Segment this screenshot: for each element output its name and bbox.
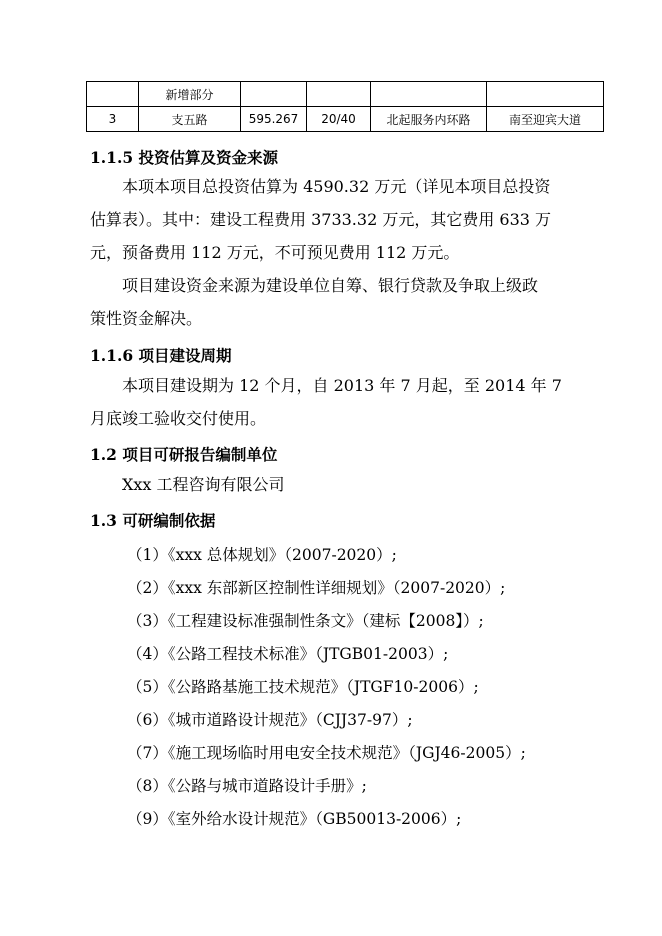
section-heading-1-1-6: 1.1.6 项目建设周期 <box>90 346 232 365</box>
list-item: （1）《xxx 总体规划》（2007-2020）; <box>127 546 397 564</box>
table-cell: 595.267 <box>241 107 307 132</box>
paragraph-line: 月底竣工验收交付使用。 <box>90 409 267 428</box>
paragraph-line: 项目建设资金来源为建设单位自筹、银行贷款及争取上级政 <box>122 276 539 295</box>
section-heading-1-3: 1.3 可研编制依据 <box>90 511 216 530</box>
project-table <box>86 81 604 132</box>
list-item: （7）《施工现场临时用电安全技术规范》（JGJ46-2005）; <box>127 744 526 762</box>
section-heading-1-1-5: 1.1.5 投资估算及资金来源 <box>90 148 279 167</box>
paragraph-line: 估算表）。其中：建设工程费用 3733.32 万元，其它费用 633 万 <box>90 210 552 229</box>
table-cell <box>371 82 487 107</box>
list-item: （8）《公路与城市道路设计手册》; <box>127 777 367 795</box>
table-cell <box>241 82 307 107</box>
table-cell: 南至迎宾大道 <box>487 107 604 132</box>
table-row <box>87 107 604 132</box>
table-cell: 20/40 <box>307 107 371 132</box>
list-item: （5）《公路路基施工技术规范》（JTGF10-2006）; <box>127 678 479 696</box>
list-item: （4）《公路工程技术标准》（JTGB01-2003）; <box>127 645 449 663</box>
table-cell: 新增部分 <box>139 82 241 107</box>
table-cell: 北起服务内环路 <box>371 107 487 132</box>
list-item: （6）《城市道路设计规范》（CJJ37-97）; <box>127 711 413 729</box>
list-item: （2）《xxx 东部新区控制性详细规划》（2007-2020）; <box>127 579 506 597</box>
paragraph-line: 策性资金解决。 <box>90 309 203 328</box>
table-cell <box>487 82 604 107</box>
list-item: （9）《室外给水设计规范》（GB50013-2006）; <box>127 810 462 828</box>
table-cell <box>87 82 139 107</box>
paragraph-line: 元，预备费用 112 万元，不可预见费用 112 万元。 <box>90 243 460 262</box>
paragraph-line: 本项本项目总投资估算为 4590.32 万元（详见本项目总投资 <box>122 177 551 196</box>
paragraph-line: 本项目建设期为 12 个月，自 2013 年 7 月起，至 2014 年 7 <box>122 376 562 395</box>
table-row <box>87 82 604 107</box>
table-cell: 3 <box>87 107 139 132</box>
list-item: （3）《工程建设标准强制性条文》（建标【2008】）; <box>127 612 484 630</box>
table-cell: 支五路 <box>139 107 241 132</box>
section-heading-1-2: 1.2 项目可研报告编制单位 <box>90 445 278 464</box>
table-cell <box>307 82 371 107</box>
paragraph-line: Xxx 工程咨询有限公司 <box>122 475 285 494</box>
